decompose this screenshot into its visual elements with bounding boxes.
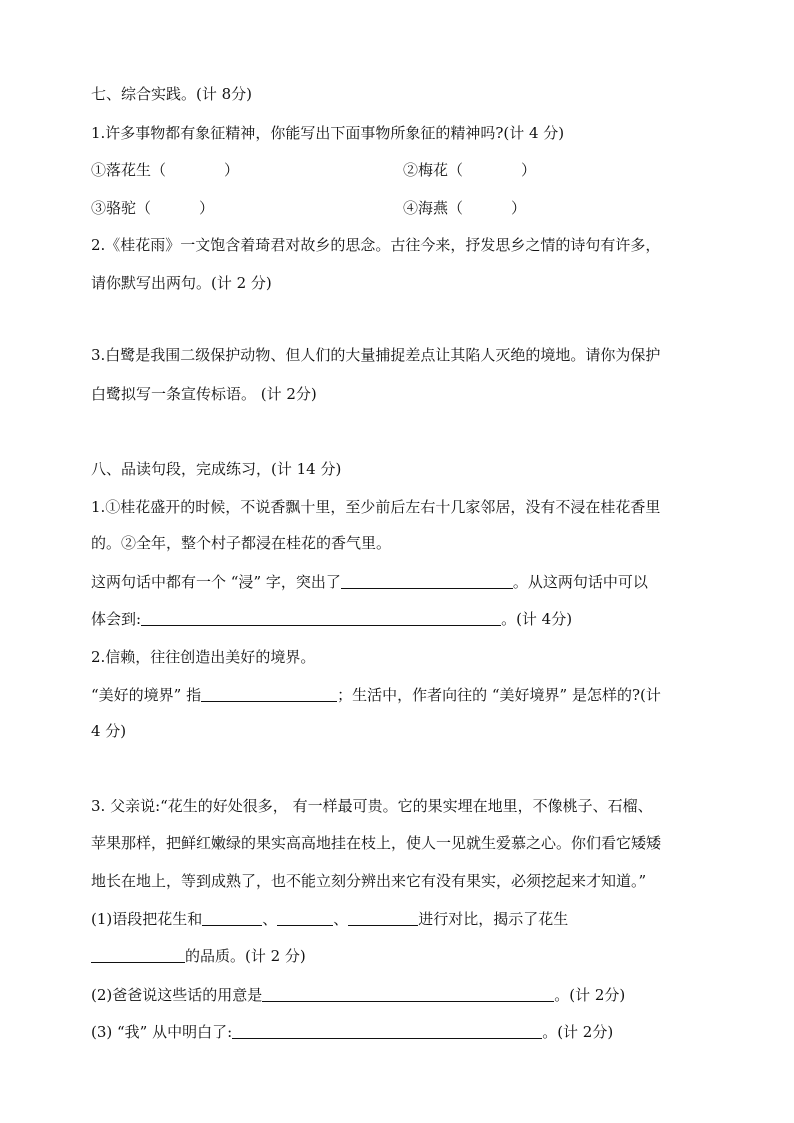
item-haiyan: ④海燕（ ） [403,199,527,217]
section7-q2-line2: 请你默写出两句。(计 2 分) [91,274,272,292]
section8-q1-line2: 的。②全年，整个村子都浸在桂花的香气里。 [91,534,392,552]
answer-blank[interactable] [277,910,333,926]
item-luotuo: ③骆驼（ ） [91,199,215,217]
answer-blank[interactable] [341,573,513,589]
answer-blank[interactable] [91,947,185,963]
item-luohuasheng: ①落花生（ ） [91,161,240,179]
section7-q3-line2: 白鹭拟写一条宣传标语。 (计 2分) [91,385,317,403]
section8-q3-sub1: (1)语段把花生和 、 、 进行对比，揭示了花生 [91,910,569,928]
section8-q1-line3: 这两句话中都有一个 “浸” 字，突出了 。从这两句话中可以 [91,573,648,591]
section8-q3-line1: 3. 父亲说:“花生的好处很多， 有一样最可贵。它的果实埋在地里，不像桃子、石榴、 [91,797,653,815]
section8-q3-sub3: (3) “我” 从中明白了: 。(计 2分) [91,1023,614,1041]
section8-q3-line2: 苹果那样，把鲜红嫩绿的果实高高地挂在枝上，使人一见就生爱慕之心。你们看它矮矮 [91,834,662,852]
section8-q2-line2: “美好的境界” 指 ；生活中，作者向往的 “美好境界” 是怎样的?(计 [91,686,661,704]
section7-q1-prompt: 1.许多事物都有象征精神，你能写出下面事物所象征的精神吗?(计 4 分) [91,124,565,142]
section8-q1-line4: 体会到: 。(计 4分) [91,610,573,628]
section8-q3-sub2: (2)爸爸说这些话的用意是 。(计 2分) [91,986,626,1004]
section8-q2-line1: 2.信赖，往往创造出美好的境界。 [91,648,316,666]
section8-q3-line3: 地长在地上，等到成熟了，也不能立刻分辨出来它有没有果实，必须挖起来才知道。” [91,872,647,890]
item-meihua: ②梅花（ ） [403,161,537,179]
section7-q3-line1: 3.白鹭是我围二级保护动物、但人们的大量捕捉差点让其陷人灭绝的境地。请你为保护 [91,346,661,364]
section8-q1-line1: 1.①桂花盛开的时候，不说香飘十里，至少前后左右十几家邻居，没有不浸在桂花香里 [91,498,661,516]
answer-blank[interactable] [202,910,262,926]
answer-blank[interactable] [262,986,554,1002]
section8-title: 八、品读句段，完成练习，(计 14 分) [91,460,342,478]
section7-title: 七、综合实践。(计 8分) [91,85,253,103]
section7-q1-row2 [91,198,711,218]
answer-blank[interactable] [348,910,418,926]
section7-q1-row1 [91,160,711,180]
section8-q3-sub1-cont: 的品质。(计 2 分) [91,946,306,966]
section7-q2-line1: 2.《桂花雨》一文饱含着琦君对故乡的思念。古往今来，抒发思乡之情的诗句有许多， [91,236,661,254]
answer-blank[interactable] [141,610,501,626]
answer-blank[interactable] [232,1023,542,1039]
section8-q2-line3: 4 分) [91,722,127,740]
answer-blank[interactable] [201,686,337,702]
